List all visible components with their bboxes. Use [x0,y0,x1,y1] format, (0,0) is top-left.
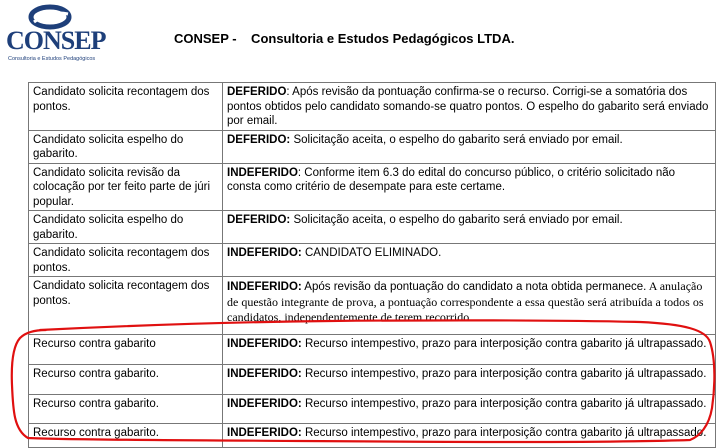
decision-text-continued: A anulação de questão integrante de prova, a pontuação correspondente a essa questão será atribuída a todos os candidatos, independentemente de terem recorrido. [227,279,704,324]
logo-subtitle: Consultoria e Estudos Pedagógicos [8,56,96,62]
request-cell: Candidato solicita espelho do gabarito. [29,211,223,244]
decision-text: Solicitação aceita, o espelho do gabarito será enviado por email. [290,133,623,146]
decision-cell [223,163,716,211]
table-row [29,277,716,335]
decision-cell [223,83,716,131]
decision-text: Após revisão da pontuação do candidato a nota obtida permanece. [301,281,647,293]
decision-cell [223,211,716,244]
decision-cell [223,395,716,424]
status-label: INDEFERIDO: [227,398,302,410]
table-row [29,130,716,163]
table-row [29,83,716,131]
decision-text: : Após revisão da pontuação confirma-se o recurso. Corrigi-se a somatória dos pontos obtidos pelo candidato somando-se quatro pontos. O espelho do gabarito será enviado por email. [227,86,709,127]
decision-cell [223,365,716,395]
decision-cell [223,335,716,365]
request-cell: Recurso contra gabarito [29,335,223,365]
decision-text: Recurso intempestivo, prazo para interposição contra gabarito já ultrapassado. [301,338,707,350]
page-header [0,0,720,82]
decision-text: Solicitação aceita, o espelho do gabarito será enviado por email. [290,214,623,226]
request-cell: Candidato solicita espelho do gabarito. [29,130,223,163]
status-label: INDEFERIDO: [227,338,302,350]
status-label: DEFERIDO: [227,133,291,146]
decision-text: Recurso intempestivo, prazo para interposição contra gabarito já ultrapassado. [301,398,707,410]
status-label: INDEFERIDO: [227,427,302,439]
table-row [29,365,716,395]
page-title: CONSEP - Consultoria e Estudos Pedagógicos LTDA. [174,31,515,46]
status-label: INDEFERIDO: [227,281,302,293]
status-label: INDEFERIDO: [227,368,302,380]
table-row [29,244,716,277]
request-cell: Candidato solicita recontagem dos pontos. [29,277,223,335]
decision-text: Recurso intempestivo, prazo para interposição contra gabarito já ultrapassado. [301,427,707,439]
status-label: DEFERIDO [227,86,287,98]
request-cell: Recurso contra gabarito. [29,424,223,448]
request-cell: Recurso contra gabarito. [29,395,223,424]
decision-cell [223,130,716,163]
request-cell: Recurso contra gabarito. [29,365,223,395]
table-row [29,395,716,424]
decision-text: : Conforme item 6.3 do edital do concurso público, o critério solicitado não consta como critério de desempate para este certame. [227,166,676,193]
request-cell: Candidato solicita recontagem dos pontos. [29,244,223,277]
status-label: INDEFERIDO [227,166,298,179]
request-cell: Candidato solicita revisão da colocação por ter feito parte de júri popular. [29,163,223,211]
decision-text: CANDIDATO ELIMINADO. [301,247,442,259]
logo-wordmark: CONSEP [6,26,106,55]
table-row [29,163,716,211]
request-cell: Candidato solicita recontagem dos pontos. [29,83,223,131]
decision-cell [223,244,716,277]
appeals-table [28,82,716,448]
consep-logo [6,4,106,66]
status-label: INDEFERIDO: [227,247,302,259]
table-row [29,335,716,365]
table-row [29,211,716,244]
decision-cell [223,277,716,335]
status-label: DEFERIDO: [227,214,291,226]
decision-text: Recurso intempestivo, prazo para interposição contra gabarito já ultrapassado. [301,368,707,380]
